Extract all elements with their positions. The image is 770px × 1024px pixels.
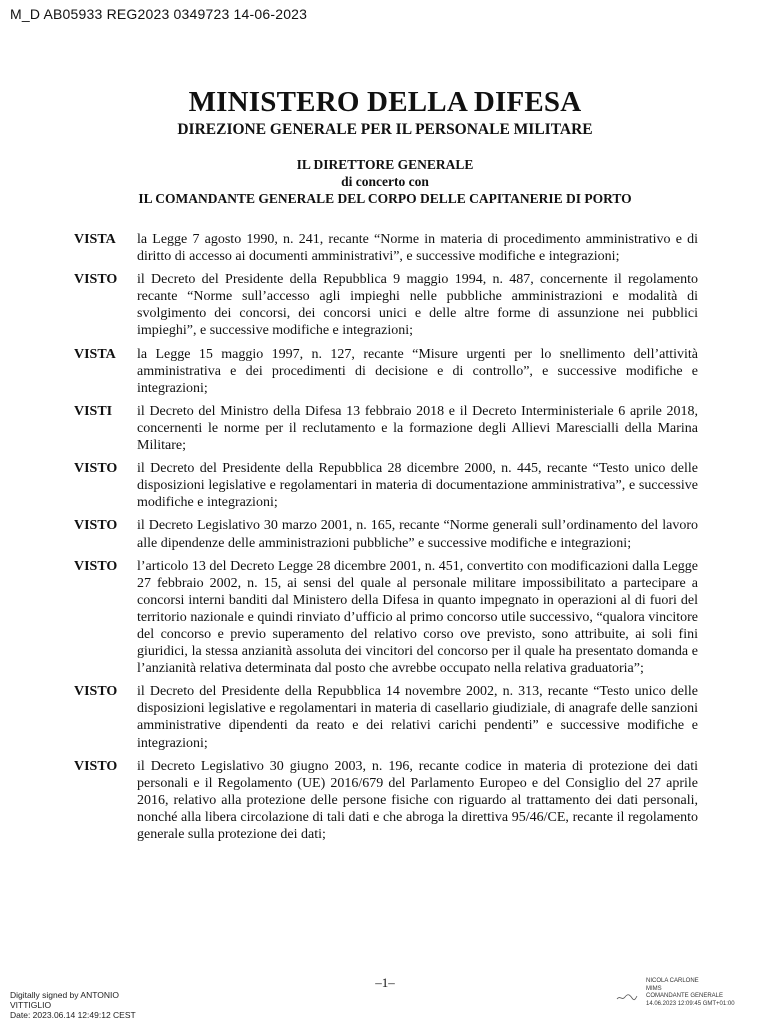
signature-right-line-2: MIMS: [646, 985, 662, 992]
recital-text: il Decreto del Presidente della Repubblica 28 dicembre 2000, n. 445, recante “Testo unico delle disposizioni legislative e regolamentari in materia di documentazione amministrativa”, e successive modifiche e integrazioni;: [137, 461, 698, 511]
recitals-list: [74, 231, 698, 849]
recital-text: il Decreto del Presidente della Repubblica 14 novembre 2002, n. 313, recante “Testo unico delle disposizioni legislative e regolamentari in materia di casellario giudiziale, di anagrafe delle sanzioni amministrative dipendenti da reato e dei relativi carichi pendenti” e successive modifiche e integrazioni;: [137, 684, 698, 751]
recital-entry: [74, 758, 698, 843]
recital-keyword: VISTO: [74, 461, 118, 477]
recital-entry: [74, 517, 698, 551]
document-subtitle: DIREZIONE GENERALE PER IL PERSONALE MILITARE: [177, 121, 593, 138]
recital-keyword: VISTO: [74, 518, 118, 534]
recital-keyword: VISTO: [74, 558, 118, 574]
signature-left-line-1: Digitally signed by ANTONIO: [10, 990, 119, 1000]
recital-text: la Legge 7 agosto 1990, n. 241, recante “Norme in materia di procedimento amministrativo e di diritto di accesso ai documenti amministrativi”, e successive modifiche e integrazioni;: [137, 232, 698, 265]
recital-entry: [74, 403, 698, 454]
recital-text: la Legge 15 maggio 1997, n. 127, recante “Misure urgenti per lo snellimento dell’attività amministrativa e dei procedimenti di decisione e di controllo”, e successive modifiche e integrazioni;: [137, 346, 698, 396]
recital-keyword: VISTO: [74, 758, 118, 774]
digital-signature-left: [10, 990, 136, 1020]
recital-text: il Decreto Legislativo 30 giugno 2003, n. 196, recante codice in materia di protezione dei dati personali e il Regolamento (UE) 2016/679 del Parlamento Europeo e del Consiglio del 27 aprile 2016, relativo alla protezione delle persone fisiche con riguardo al trattamento dei dati personali, nonché alla libera circolazione di tali dati e che abroga la direttiva 95/46/CE, recante il regolamento generale sulla protezione dei dati;: [137, 758, 698, 842]
protocol-number: M_D AB05933 REG2023 0349723 14-06-2023: [10, 6, 308, 22]
recital-entry: [74, 558, 698, 678]
recital-keyword: VISTI: [74, 403, 113, 419]
recital-text: il Decreto del Ministro della Difesa 13 febbraio 2018 e il Decreto Interministeriale 6 aprile 2018, concernenti le norme per il reclutamento e la formazione degli Allievi Marescialli della Marina Militare;: [137, 403, 698, 454]
recital-entry: [74, 271, 698, 339]
issuer-block: [0, 156, 770, 207]
issuer-line-1: IL DIRETTORE GENERALE: [296, 157, 474, 172]
document-title: MINISTERO DELLA DIFESA: [188, 86, 582, 118]
recital-text: l’articolo 13 del Decreto Legge 28 dicembre 2001, n. 451, convertito con modificazioni dalla Legge 27 febbraio 2002, n. 15, ai sensi del quale al personale militare impossibilitato a partecipare a concorsi interni banditi dal Ministero della Difesa in quanto impegnato in operazioni al di fuori del territorio nazionale e quindi rinviato d’ufficio al primo concorso utile successivo, “qualora vincitore del concorso e previo superamento del relativo corso ove previsto, sono attribuite, ai soli fini giuridici, la stessa anzianità assoluta dei vincitori del concorso per il quale ha presentato domanda e l’anzianità relativa determinata dal posto che avrebbe occupato nella relativa graduatoria”;: [137, 558, 698, 677]
recital-text: il Decreto Legislativo 30 marzo 2001, n. 165, recante “Norme generali sull’ordinamento del lavoro alle dipendenze delle amministrazioni pubbliche” e successive modifiche e integrazioni;: [137, 518, 698, 551]
recital-entry: [74, 231, 698, 265]
signature-scribble-icon: [616, 992, 638, 1002]
issuer-line-3: IL COMANDANTE GENERALE DEL CORPO DELLE CAPITANERIE DI PORTO: [138, 191, 632, 206]
signature-right-line-4: 14.06.2023 12:09:45 GMT+01:00: [646, 1000, 735, 1007]
recital-entry: [74, 683, 698, 751]
recital-keyword: VISTA: [74, 232, 116, 247]
recital-keyword: VISTO: [74, 272, 118, 288]
digital-signature-right: [646, 978, 735, 1008]
signature-right-line-3: COMANDANTE GENERALE: [646, 993, 724, 999]
page-number: –1–: [375, 975, 395, 990]
issuer-line-2: di concerto con: [341, 174, 429, 189]
signature-left-line-2: VITTIGLIO: [10, 1000, 52, 1010]
recital-entry: [74, 460, 698, 511]
recital-text: il Decreto del Presidente della Repubblica 9 maggio 1994, n. 487, concernente il regolamento recante “Norme sull’accesso agli impieghi nelle pubbliche amministrazioni e modalità di svolgimento dei concorsi, dei concorsi unici e delle altre forme di assunzione nei pubblici impieghi”, e successive modifiche e integrazioni;: [137, 272, 698, 339]
signature-left-line-3: Date: 2023.06.14 12:49:12 CEST: [10, 1010, 136, 1020]
recital-keyword: VISTO: [74, 684, 118, 700]
signature-right-line-1: NICOLA CARLONE: [646, 978, 699, 984]
recital-keyword: VISTA: [74, 346, 116, 362]
recital-entry: [74, 346, 698, 397]
